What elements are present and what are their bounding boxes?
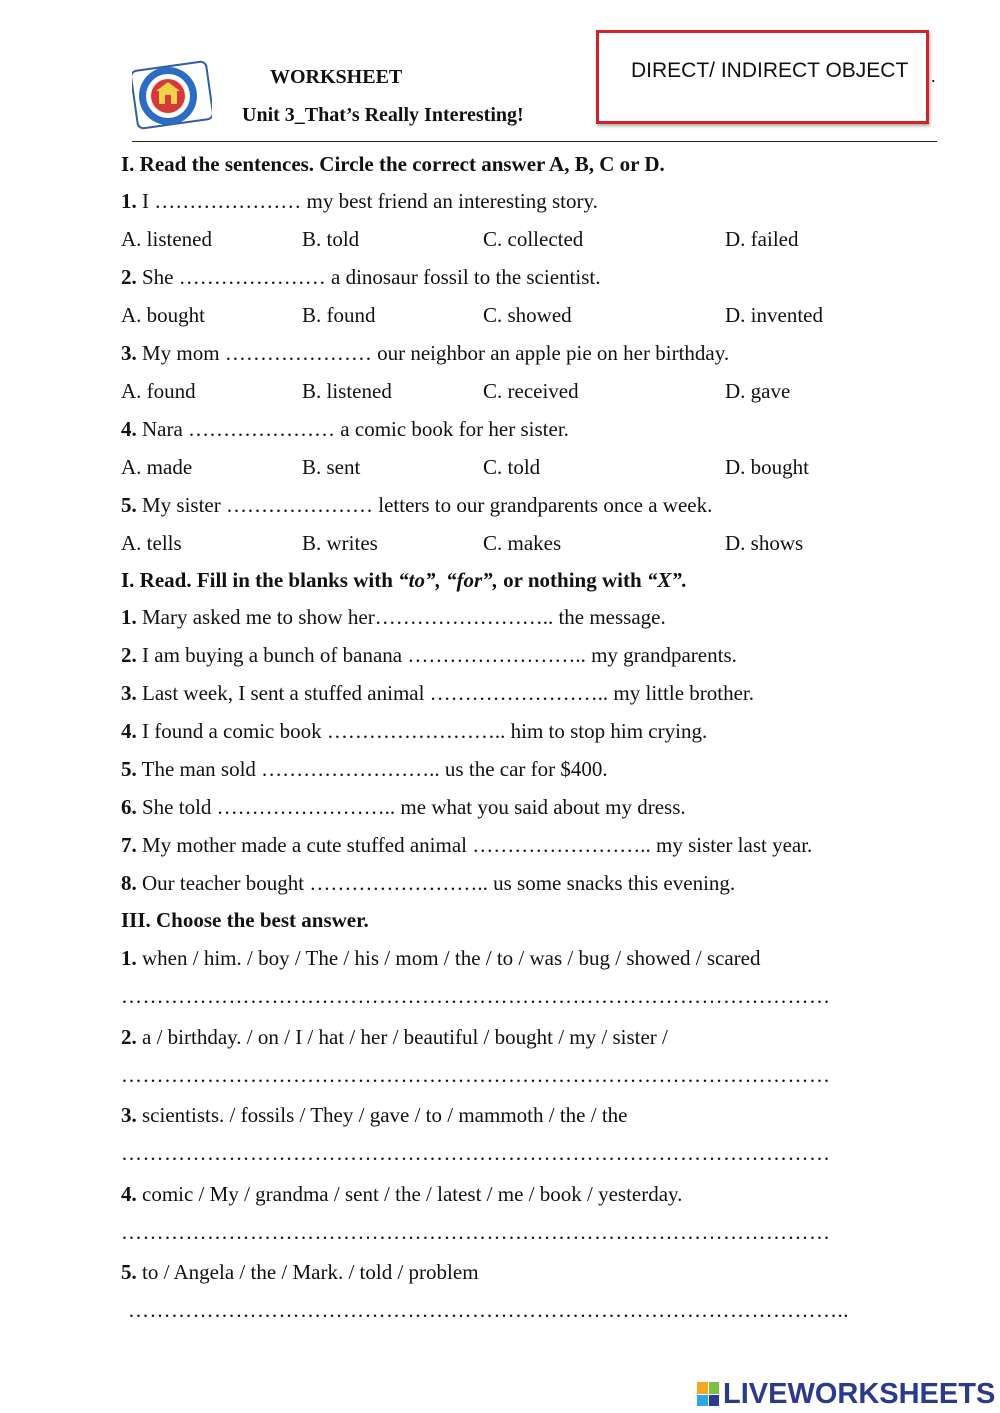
section2-heading-mid: or nothing with bbox=[497, 568, 647, 592]
header-divider bbox=[132, 141, 937, 142]
answer-option[interactable]: A. found bbox=[121, 379, 196, 403]
answer-option[interactable]: D. gave bbox=[725, 379, 791, 403]
fill-blank-item[interactable] bbox=[121, 643, 737, 668]
answer-line[interactable]: ……………………………………………………………………………………… bbox=[121, 984, 831, 1008]
brand-icon bbox=[697, 1382, 719, 1406]
reorder-prompt bbox=[121, 1025, 668, 1050]
liveworksheets-brand bbox=[697, 1377, 995, 1411]
answer-option[interactable]: A. made bbox=[121, 455, 193, 479]
question-line bbox=[121, 189, 598, 214]
item-text: She told …………………….. me what you said about my dress. bbox=[136, 795, 686, 819]
answer-option[interactable]: B. writes bbox=[302, 531, 378, 555]
item-number: 7. bbox=[121, 833, 137, 857]
answer-line[interactable]: ……………………………………………………………………………………… bbox=[121, 1141, 831, 1165]
fill-blank-item[interactable] bbox=[121, 719, 707, 744]
answer-option[interactable]: D. invented bbox=[725, 303, 823, 327]
fill-blank-item[interactable] bbox=[121, 605, 666, 630]
section2-heading bbox=[121, 568, 687, 593]
item-number: 3. bbox=[121, 1103, 137, 1127]
topic-text: DIRECT/ INDIRECT OBJECT bbox=[631, 59, 909, 82]
answer-option[interactable]: A. tells bbox=[121, 531, 182, 555]
trailing-dot: . bbox=[931, 66, 936, 86]
question-number: 4. bbox=[121, 417, 137, 441]
question-line bbox=[121, 417, 569, 442]
answer-option[interactable]: D. failed bbox=[725, 227, 799, 251]
question-line bbox=[121, 341, 729, 366]
fill-blank-item[interactable] bbox=[121, 757, 608, 782]
question-text: Nara ………………… a comic book for her sister. bbox=[136, 417, 569, 441]
item-text: I am buying a bunch of banana …………………….. my grandparents. bbox=[136, 643, 737, 667]
answer-option[interactable]: C. showed bbox=[483, 303, 572, 327]
fill-blank-item[interactable] bbox=[121, 871, 735, 896]
item-number: 4. bbox=[121, 719, 137, 743]
item-text: scientists. / fossils / They / gave / to / mammoth / the / the bbox=[136, 1103, 628, 1127]
answer-option[interactable]: B. found bbox=[302, 303, 376, 327]
unit-title: Unit 3_That’s Really Interesting! bbox=[242, 104, 524, 126]
worksheet-label: WORKSHEET bbox=[270, 66, 403, 88]
section2-heading-to: “to”, “for”, bbox=[398, 568, 498, 592]
item-number: 1. bbox=[121, 946, 137, 970]
section1-heading: I. Read the sentences. Circle the correct answer A, B, C or D. bbox=[121, 152, 665, 176]
answer-option[interactable]: B. listened bbox=[302, 379, 392, 403]
answer-option[interactable]: D. shows bbox=[725, 531, 804, 555]
item-number: 6. bbox=[121, 795, 137, 819]
item-text: to / Angela / the / Mark. / told / problem bbox=[136, 1260, 479, 1284]
reorder-prompt bbox=[121, 1260, 479, 1285]
section2-heading-x: “X”. bbox=[646, 568, 688, 592]
answer-option[interactable]: C. received bbox=[483, 379, 579, 403]
question-text: My mom ………………… our neighbor an apple pie on her birthday. bbox=[136, 341, 730, 365]
question-text: I ………………… my best friend an interesting story. bbox=[136, 189, 598, 213]
item-text: Last week, I sent a stuffed animal …………………….. my little brother. bbox=[136, 681, 754, 705]
fill-blank-item[interactable] bbox=[121, 795, 686, 820]
answer-line[interactable]: ……………………………………………………………………………………….. bbox=[128, 1298, 849, 1322]
section2-heading-start: I. Read. Fill in the blanks with bbox=[121, 568, 399, 592]
item-text: comic / My / grandma / sent / the / latest / me / book / yesterday. bbox=[136, 1181, 683, 1206]
answer-option[interactable]: C. collected bbox=[483, 227, 584, 251]
section3-heading: III. Choose the best answer. bbox=[121, 908, 369, 932]
answer-option[interactable]: D. bought bbox=[725, 455, 809, 479]
answer-line[interactable]: ……………………………………………………………………………………… bbox=[121, 1062, 831, 1087]
reorder-prompt bbox=[121, 1182, 682, 1207]
answer-line[interactable]: ……………………………………………………………………………………… bbox=[121, 1219, 831, 1244]
brand-text: LIVEWORKSHEETS bbox=[723, 1377, 996, 1410]
item-text: a / birthday. / on / I / hat / her / beautiful / bought / my / sister / bbox=[136, 1024, 668, 1049]
fill-blank-item[interactable] bbox=[121, 681, 754, 706]
item-text: My mother made a cute stuffed animal …………………….. my sister last year. bbox=[136, 833, 813, 857]
item-number: 2. bbox=[121, 1024, 137, 1049]
topic-box bbox=[596, 30, 929, 124]
answer-option[interactable]: C. makes bbox=[483, 531, 562, 555]
question-number: 1. bbox=[121, 189, 137, 213]
item-text: Our teacher bought …………………….. us some snacks this evening. bbox=[136, 871, 736, 895]
item-number: 2. bbox=[121, 643, 137, 667]
item-number: 1. bbox=[121, 605, 137, 629]
question-number: 5. bbox=[121, 493, 137, 517]
item-number: 3. bbox=[121, 681, 137, 705]
answer-option[interactable]: A. bought bbox=[121, 303, 205, 327]
school-logo bbox=[132, 60, 212, 130]
item-number: 5. bbox=[121, 1260, 137, 1284]
item-text: The man sold …………………….. us the car for $400. bbox=[136, 757, 608, 781]
fill-blank-item[interactable] bbox=[121, 833, 812, 858]
item-text: I found a comic book …………………….. him to stop him crying. bbox=[136, 719, 708, 743]
question-text: She ………………… a dinosaur fossil to the scientist. bbox=[136, 265, 601, 289]
answer-option[interactable]: C. told bbox=[483, 455, 541, 479]
question-number: 2. bbox=[121, 265, 137, 289]
reorder-prompt bbox=[121, 1103, 627, 1128]
question-text: My sister ………………… letters to our grandparents once a week. bbox=[136, 493, 713, 517]
answer-option[interactable]: A. listened bbox=[121, 227, 212, 251]
answer-option[interactable]: B. sent bbox=[302, 455, 361, 479]
reorder-prompt bbox=[121, 946, 760, 971]
question-line bbox=[121, 265, 600, 290]
item-number: 8. bbox=[121, 871, 137, 895]
question-line bbox=[121, 493, 712, 518]
item-text: when / him. / boy / The / his / mom / the / to / was / bug / showed / scared bbox=[136, 946, 761, 970]
question-number: 3. bbox=[121, 341, 137, 365]
item-number: 4. bbox=[121, 1181, 137, 1206]
item-number: 5. bbox=[121, 757, 137, 781]
answer-option[interactable]: B. told bbox=[302, 227, 360, 251]
item-text: Mary asked me to show her…………………….. the message. bbox=[136, 605, 666, 629]
